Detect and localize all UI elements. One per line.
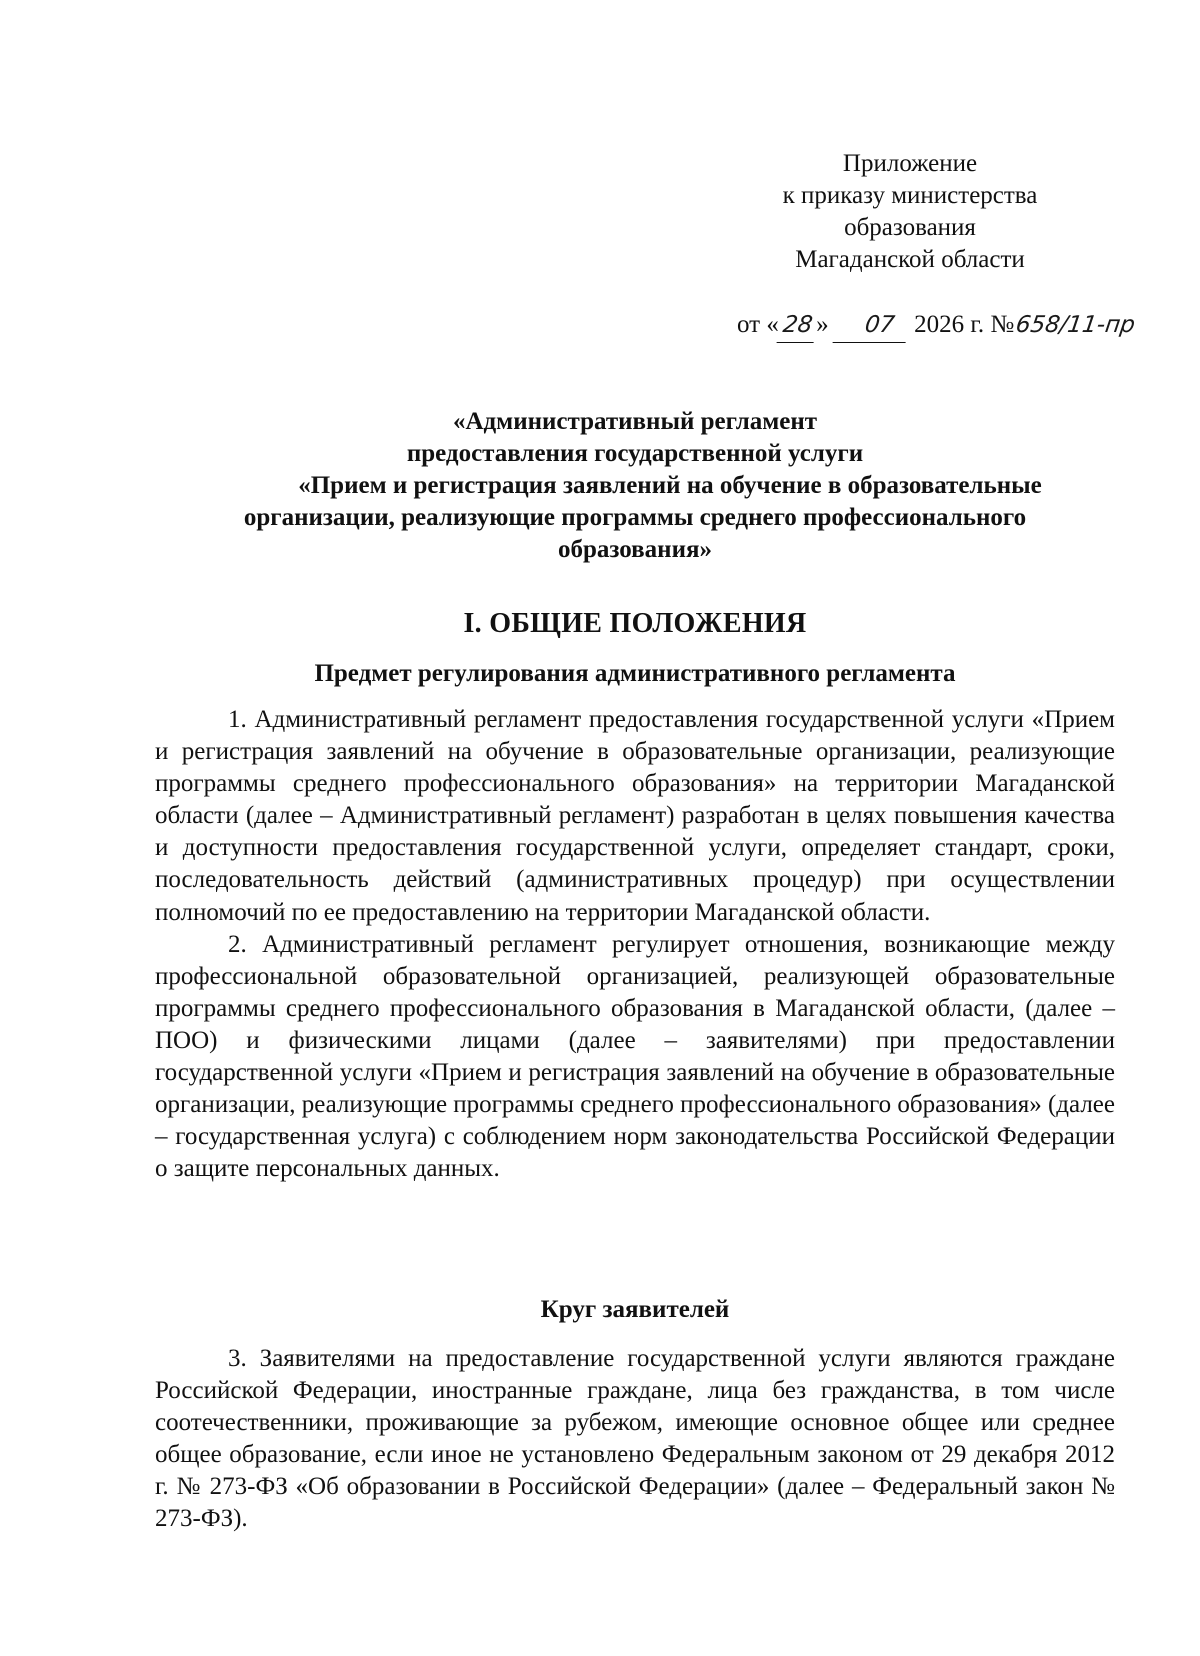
title-line-5: образования» [557, 536, 713, 563]
paragraph-1: 1. Административный регламент предоставления государственной услуги «Прием и регистрация заявлений на обучение в образовательные организации, реализующие программы среднего профессионального образования» на территории Магаданской области (далее – Административный регламент) разработан в целях повышения качества и доступности предоставления государственной услуги, определяет стандарт, сроки, последовательность действий (административных процедур) при осуществлении полномочий по ее предоставлению на территории Магаданской области. [155, 706, 1115, 926]
subheading-subject: Предмет регулирования административного регламента [314, 660, 956, 687]
document-title [155, 406, 1115, 566]
title-line-2: предоставления государственной услуги [406, 440, 864, 467]
title-line-1: «Административный регламент [452, 408, 818, 435]
paragraph-2: 2. Административный регламент регулирует отношения, возникающие между профессиональной образовательной организацией, реализующей образовательные программы среднего профессионального образования в Магаданской области, (далее – ПОО) и физическими лицами (далее – заявителями) при предоставлении государственной услуги «Прием и регистрация заявлений на обучение в образовательные организации, реализующие программы среднего профессионального образования» (далее – государственная услуга) с соблюдением норм законодательства Российской Федерации о защите персональных данных. [155, 930, 1115, 1183]
title-line-3: «Прием и регистрация заявлений на обучение в образовательные [298, 472, 1042, 499]
title-line-4: организации, реализующие программы среднего профессионального [243, 504, 1027, 531]
handwritten-day: 28 [776, 308, 818, 343]
order-date-number-line [737, 308, 1135, 343]
body-text-block-2 [155, 1343, 1115, 1536]
handwritten-order-number: 658/11-пр [1014, 312, 1137, 338]
appendix-line-4: Магаданской области [795, 246, 1025, 273]
section-heading: I. ОБЩИЕ ПОЛОЖЕНИЯ [463, 608, 807, 639]
order-quote-close: » [816, 311, 829, 338]
appendix-line-3: образования [844, 214, 976, 241]
appendix-line-2: к приказу министерства [782, 182, 1038, 209]
appendix-line-1: Приложение [842, 150, 978, 177]
order-year-number-label: 2026 г. № [914, 311, 1015, 338]
paragraph-3: 3. Заявителями на предоставление государственной услуги являются граждане Российской Федерации, иностранные граждане, лица без гражданства, в том числе соотечественники, проживающие за рубежом, имеющие основное общее или среднее общее образование, если иное не установлено Федеральным законом от 29 декабря 2012 г. № 273-ФЗ «Об образовании в Российской Федерации» (далее – Федеральный закон № 273-ФЗ). [155, 1345, 1115, 1533]
appendix-block [760, 148, 1060, 276]
handwritten-month: 07 [832, 308, 910, 343]
body-text-block-1 [155, 704, 1115, 1185]
subheading-applicants: Круг заявителей [540, 1296, 730, 1323]
order-date-prefix: от « [737, 311, 779, 338]
